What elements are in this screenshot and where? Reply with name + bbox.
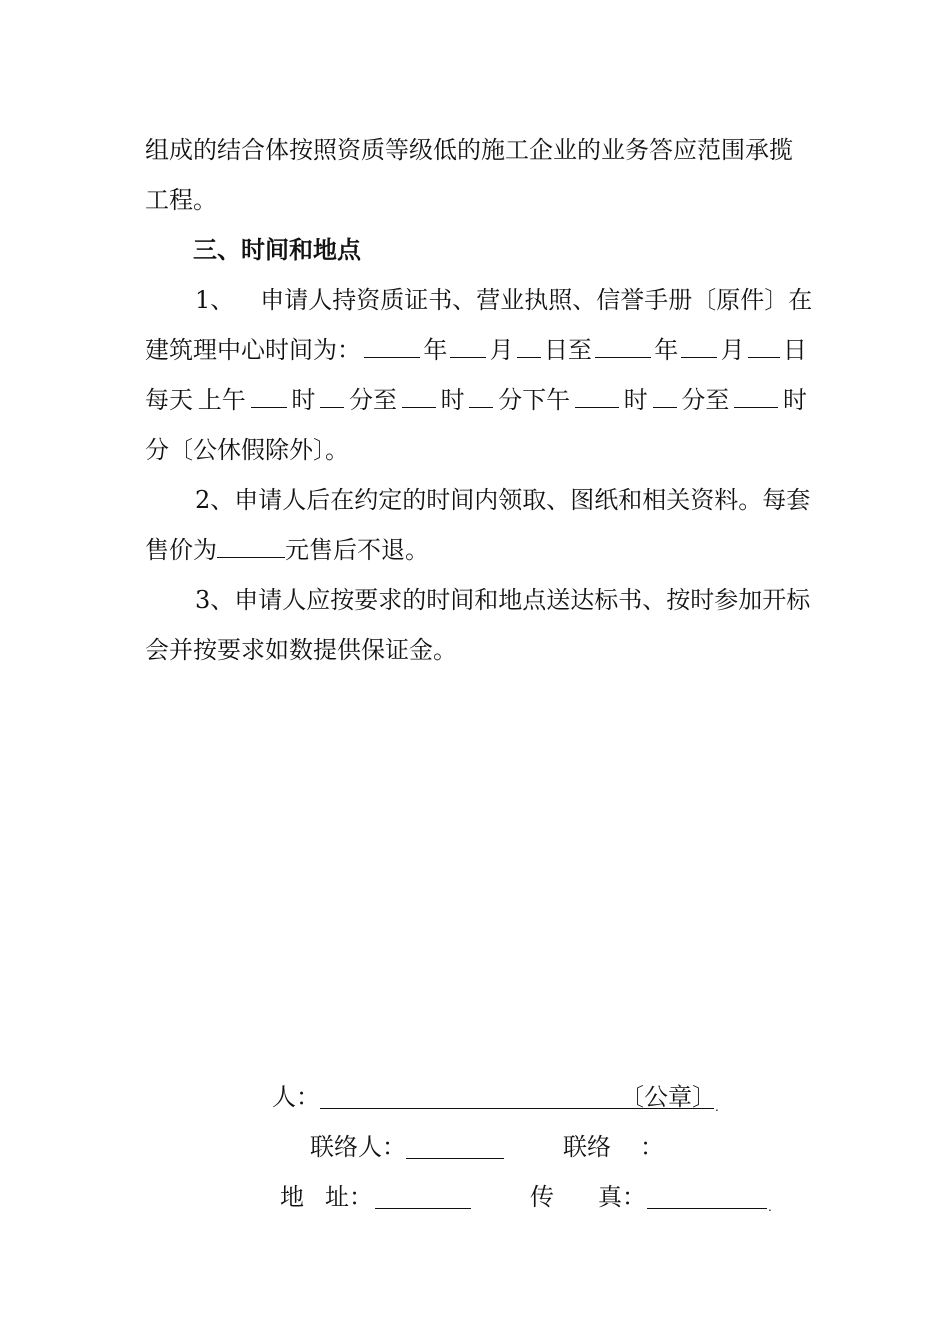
blank-hour[interactable] [251,385,287,408]
label-afternoon: 分下午 [498,386,571,414]
contact-person-label: 联络人： [310,1133,406,1161]
blank-month[interactable] [450,335,486,358]
item-1-line-3 [145,385,807,415]
item-3-line-1: 3、申请人应按要求的时间和地点送达标书、按时参加开标 [195,586,811,614]
contact-colon: ： [640,1133,664,1161]
fax-label-1: 传 [530,1183,554,1211]
label-month-2: 月 [720,336,745,364]
label-day-2: 日 [782,336,807,364]
item-1-number: 1、 [195,286,235,314]
label-day-to: 日至 [543,336,592,364]
label-morning: 上午 [197,386,246,414]
price-prefix: 售价为 [145,536,217,564]
trailing-dot: . [715,1100,719,1114]
blank-hour-4[interactable] [734,385,778,408]
blank-month-2[interactable] [681,335,717,358]
applicant-signature-line[interactable] [320,1082,714,1109]
label-every-day: 每天 [145,386,193,414]
label-hour-4: 时 [782,386,807,414]
label-hour-3: 时 [623,386,648,414]
paragraph-line: 组成的结合体按照资质等级低的施工企业的业务答应范围承揽 [145,136,793,164]
blank-day-2[interactable] [748,335,780,358]
blank-hour-2[interactable] [402,385,436,408]
item-3-line-2: 会并按要求如数提供保证金。 [145,636,457,664]
time-prefix: 建筑理中心时间为： [145,336,361,364]
item-2-line-1: 2、申请人后在约定的时间内领取、图纸和相关资料。每套 [195,486,811,514]
trailing-dot-2: . [768,1200,772,1214]
item-2-line-2 [145,535,807,565]
contact-label: 联络 [563,1133,611,1161]
blank-hour-3[interactable] [575,385,619,408]
label-minute-to: 分至 [348,386,397,414]
paragraph-line: 工程。 [145,186,217,214]
fax-field[interactable] [647,1182,767,1209]
label-hour: 时 [291,386,316,414]
blank-minute-2[interactable] [469,385,493,408]
fax-label-2: 真： [598,1183,646,1211]
item-1-line-4: 分〔公休假除外〕。 [145,436,349,464]
price-suffix: 元售后不退。 [285,536,429,564]
label-month: 月 [489,336,514,364]
address-label-2: 址： [325,1183,373,1211]
item-1-line-1 [195,285,813,315]
seal-label: 〔公章〕 [620,1083,716,1111]
label-year: 年 [423,336,448,364]
address-label-1: 地 [280,1183,304,1211]
label-year-2: 年 [654,336,679,364]
item-1-line-2 [145,335,807,365]
blank-minute[interactable] [320,385,344,408]
address-field[interactable] [375,1182,471,1209]
blank-day[interactable] [517,335,541,358]
blank-year-2[interactable] [595,335,651,358]
contact-person-field[interactable] [406,1132,504,1159]
blank-year[interactable] [364,335,420,358]
applicant-row [272,1082,320,1112]
blank-minute-3[interactable] [653,385,677,408]
section-heading: 三、时间和地点 [193,235,361,264]
applicant-label: 人： [272,1083,320,1111]
item-1-text: 申请人持资质证书、营业执照、信誉手册〔原件〕在 [260,286,813,314]
label-minute-to-2: 分至 [681,386,730,414]
blank-price[interactable] [217,535,285,558]
label-hour-2: 时 [440,386,465,414]
